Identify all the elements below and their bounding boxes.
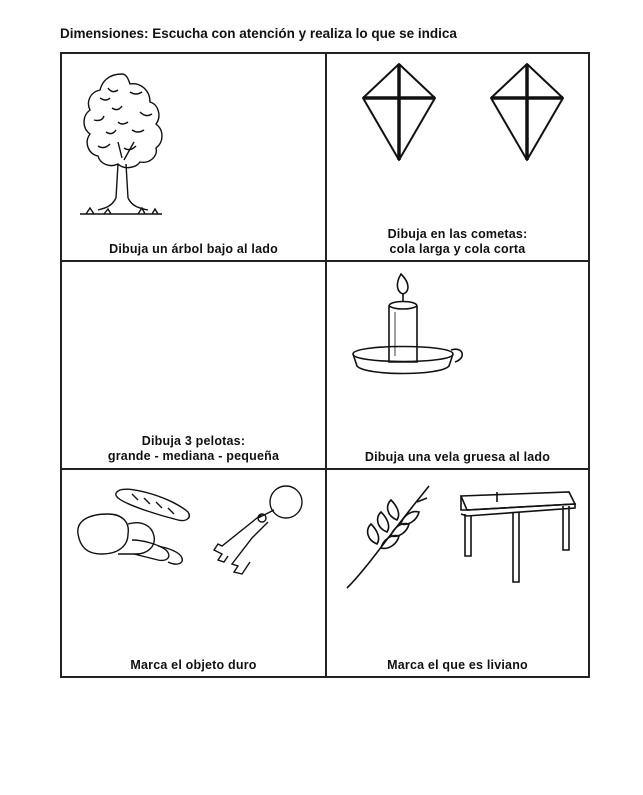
kites-icon [355,60,571,168]
cell-bread-keys [62,470,325,678]
tree-icon [78,68,168,220]
caption-balls: Dibuja 3 pelotas: grande - mediana - pequeña [107,434,280,463]
candle-icon [345,270,475,388]
cell-candle [327,262,588,468]
exercise-grid [60,52,590,678]
caption-wheat-table: Marca el que es liviano [387,658,528,672]
cell-tree [62,54,325,260]
worksheet-title: Dimensiones: Escucha con atención y realiza lo que se indica [60,26,457,41]
cell-balls [62,262,325,468]
caption-candle: Dibuja una vela gruesa al lado [364,450,551,464]
caption-bread-keys: Marca el objeto duro [130,658,257,672]
wheat-and-table-icon [337,478,582,598]
caption-tree: Dibuja un árbol bajo al lado [109,242,278,256]
bread-and-keys-icon [72,484,312,584]
cell-wheat-table [327,470,588,678]
caption-kites: Dibuja en las cometas: cola larga y cola corta [387,227,528,256]
cell-kites [327,54,588,260]
